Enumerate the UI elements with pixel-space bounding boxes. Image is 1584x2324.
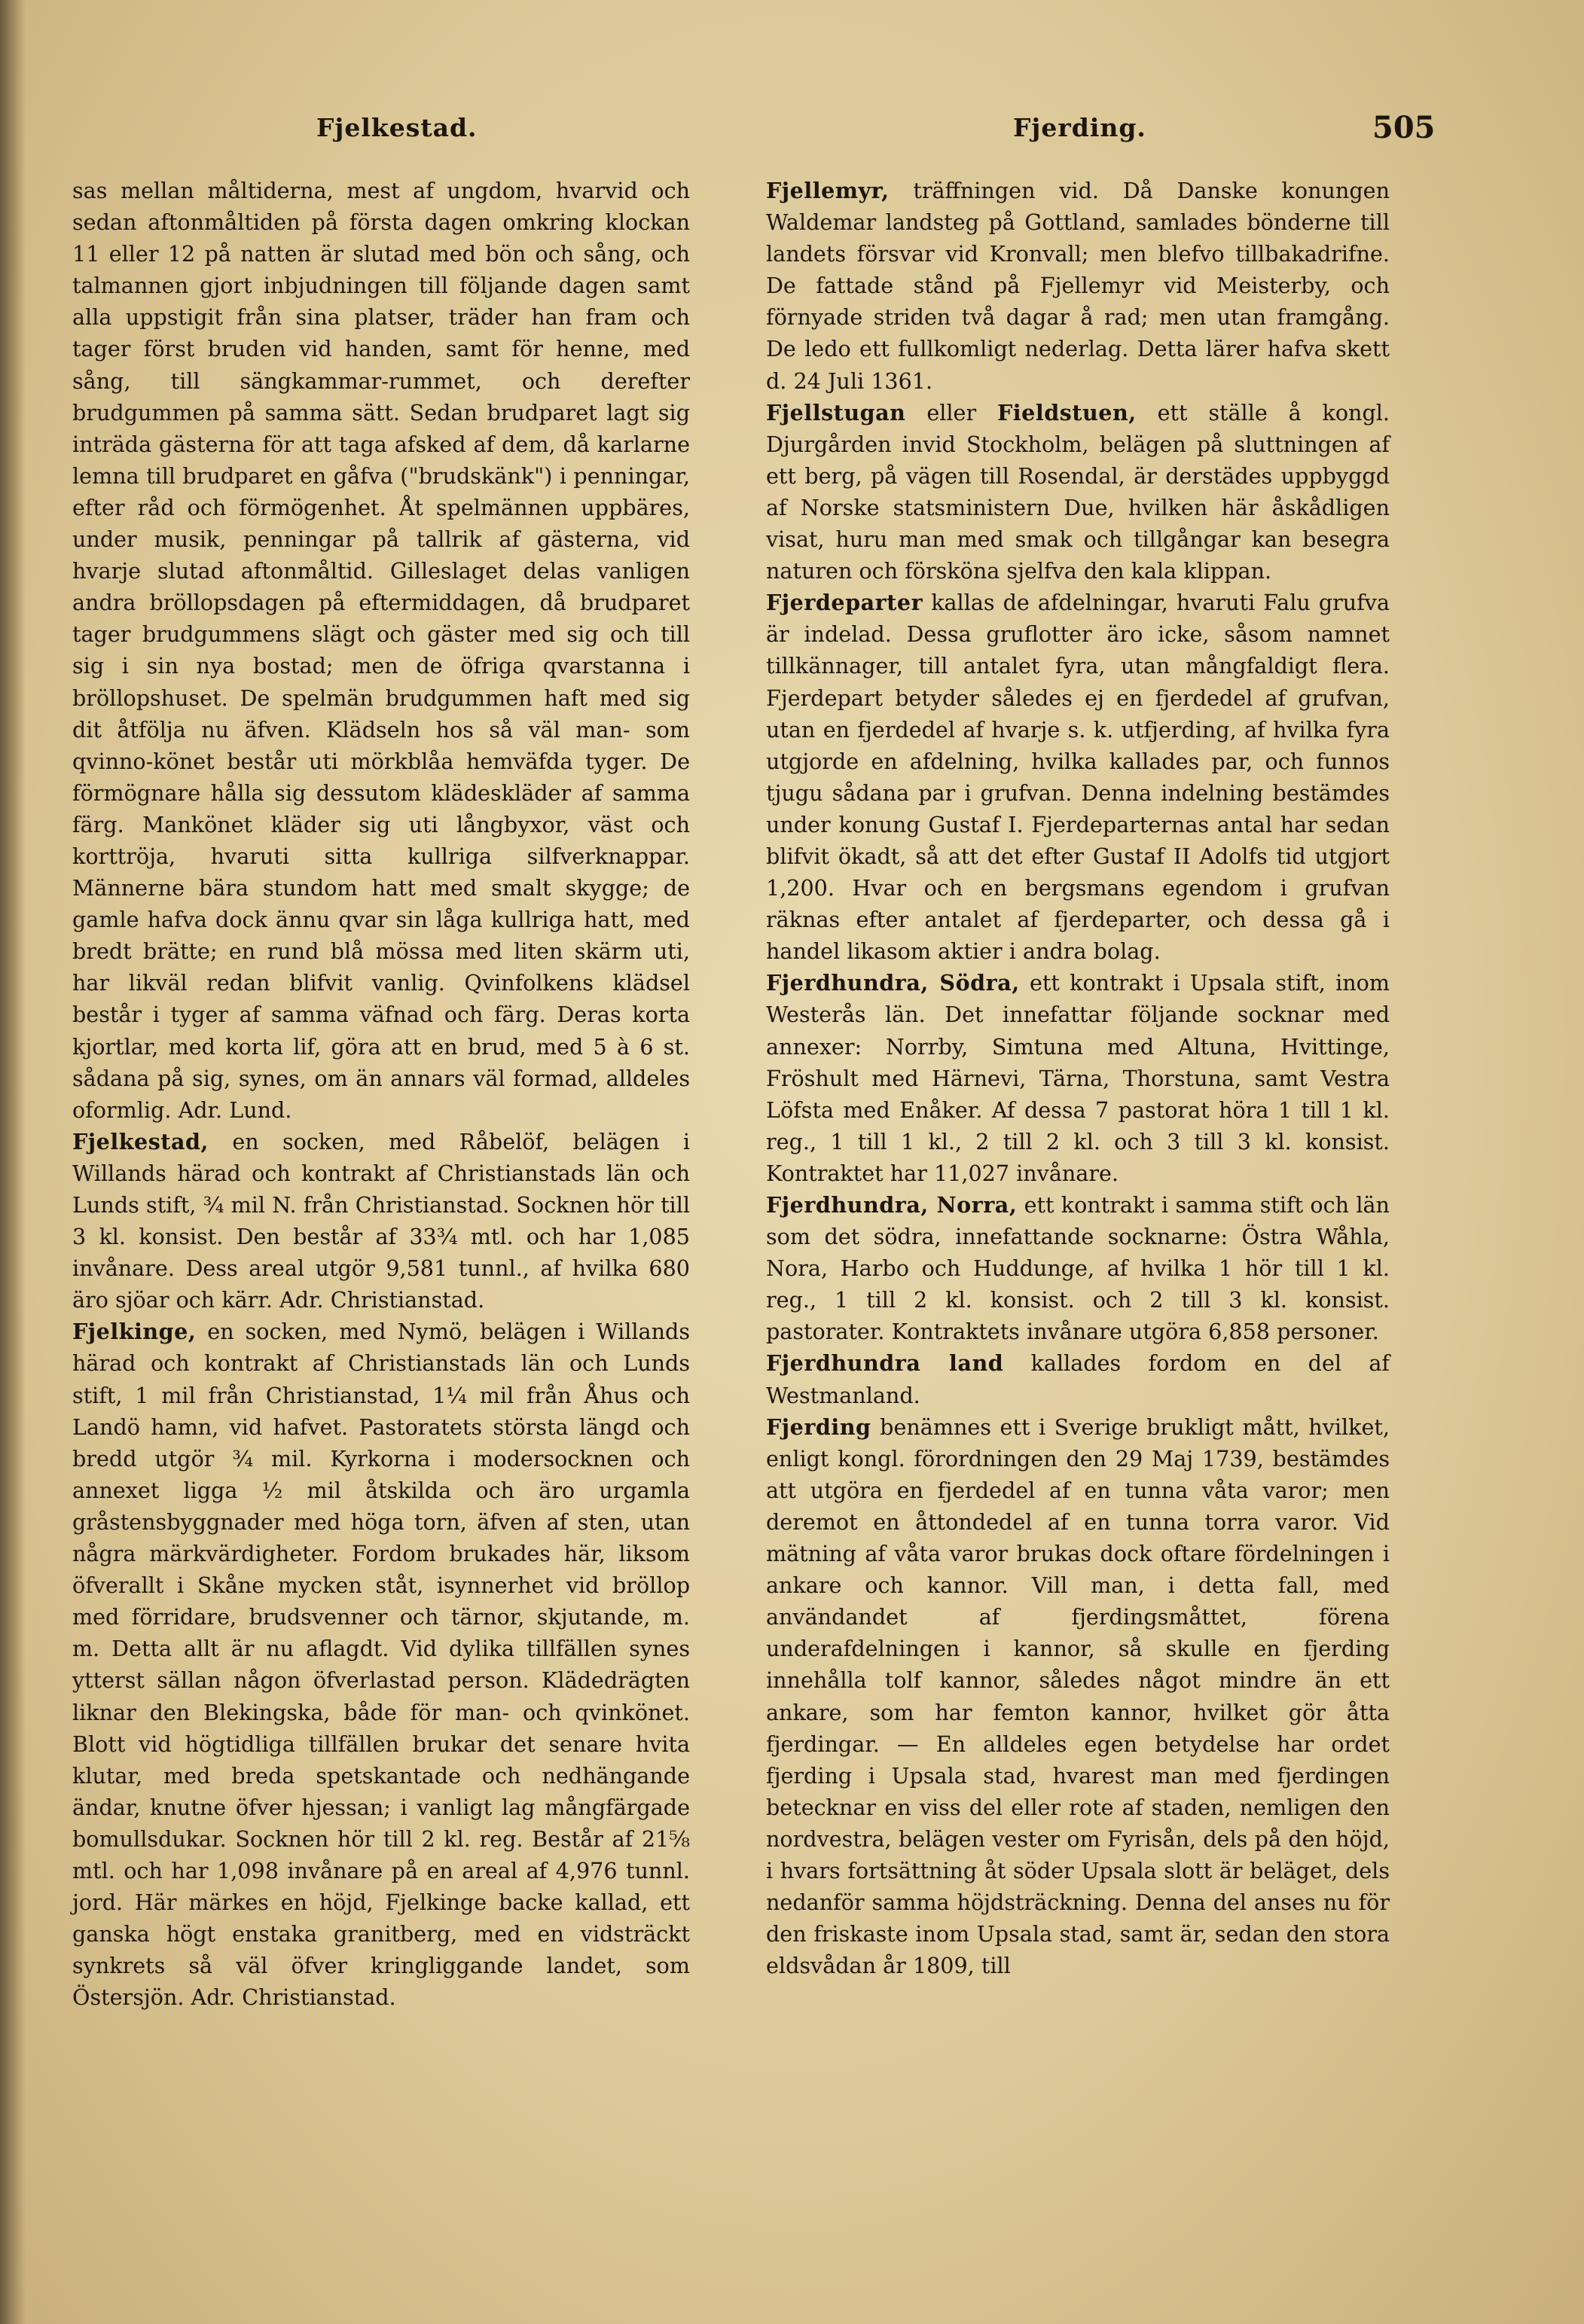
entry-fjerdeparter <box>766 587 1390 967</box>
entry-text: eller <box>905 399 997 425</box>
entry-fjellstugan <box>766 397 1390 587</box>
entry-text: sas mellan måltiderna, mest af ungdom, hvarvid och sedan aftonmåltiden på första dagen omkring klockan 11 eller 12 på natten är slutad med bön och sång, och talmannen gjort inbjudningen till följande dagen samt alla uppstigit från sina platser, träder han fram och tager först bruden vid handen, samt för henne, med sång, till sängkammar-rummet, och derefter brudgummen på samma sätt. Sedan brudparet lagt sig inträda gästerna för att taga afsked af dem, då karlarne lemna till brudparet en gåfva ("brudskänk") i penningar, efter råd och förmögenhet. Åt spelmännen uppbäres, under musik, penningar på tallrik af gästerna, vid hvarje slutad aftonmåltid. Gilleslaget delas vanligen andra bröllopsdagen på eftermiddagen, då brudparet tager brudgummens slägt och gäster med sig och till sig i sin nya bostad; men de öfriga qvarstanna i bröllopshuset. De spelmän brudgummen haft med sig dit åtfölja nu äfven. Klädseln hos så väl man- som qvinno-könet består uti mörkblåa hemväfda tyger. De förmögnare hålla sig dessutom klädeskläder af samma färg. Mankönet kläder sig uti långbyxor, väst och korttröja, hvaruti sitta kullriga silfverknappar. Männerne bära stundom hatt med smalt skygge; de gamle hafva dock ännu qvar sin låga kullriga hatt, med bredt brätte; en rund blå mössa med liten skärm uti, har likväl redan blifvit vanlig. Qvinfolkens klädsel består i tyger af samma väfnad och färg. Deras korta kjortlar, med korta lif, göra att en brud, med 5 à 6 st. sådana på sig, synes, om än annars väl formad, alldeles oformlig. Adr. Lund. <box>72 178 690 1123</box>
entry-continuation <box>72 175 690 1126</box>
entry-headword-alt: Fieldstuen, <box>996 399 1137 425</box>
entry-fjerdhundra-land <box>766 1347 1390 1411</box>
entry-fjerding <box>766 1411 1390 1982</box>
entry-fjerdhundra-norra <box>766 1189 1390 1347</box>
left-text-column <box>72 175 690 2013</box>
entry-text: en socken, med Råbelöf, belägen i Willands härad och kontrakt af Christianstads län och Lunds stift, ¾ mil N. från Christianstad. Socknen hör till 3 kl. konsist. Den består af 33¾ mtl. och har 1,085 invånare. Dess areal utgör 9,581 tunnl., af hvilka 680 äro sjöar och kärr. Adr. Christianstad. <box>72 1128 690 1313</box>
entry-text: benämnes ett i Sverige brukligt mått, hvilket, enligt kongl. förordningen den 29 Maj 1739, bestämdes att utgöra en fjerdedel af en tunna våta varor; men deremot en åttondedel af en tunna torra varor. Vid mätning af våta varor brukas dock oftare fördelningen i ankare och kannor. Vill man, i detta fall, med användandet af fjerdingsmåttet, förena underafdelningen i kannor, så skulle en fjerding innehålla tolf kannor, således något mindre än ett ankare, som har femton kannor, hvilket gör åtta fjerdingar. — En alldeles egen betydelse har ordet fjerding i Upsala stad, hvarest man med fjerdingen betecknar en viss del eller rote af staden, nemligen den nordvestra, belägen vester om Fyrisån, dels på den höjd, i hvars fortsättning åt söder Upsala slott är beläget, dels nedanför samma höjdsträckning. Denna del anses nu för den friskaste inom Upsala stad, samt är, sedan den stora eldsvådan år 1809, till <box>766 1414 1390 1979</box>
entry-text: en socken, med Nymö, belägen i Willands härad och kontrakt af Christianstads län och Lunds stift, 1 mil från Christianstad, 1¼ mil från Åhus och Landö hamn, vid hafvet. Pastoratets största längd och bredd utgör ¾ mil. Kyrkorna i modersocknen och annexet ligga ½ mil åtskilda och äro urgamla gråstensbyggnader med höga torn, äfven af sten, utan några märkvärdigheter. Fordom brukades här, liksom öfverallt i Skåne mycken ståt, isynnerhet vid bröllop med förridare, brudsvenner och tärnor, skjutande, m. m. Detta allt är nu aflagdt. Vid dylika tillfällen synes ytterst sällan någon öfverlastad person. Klädedrägten liknar den Blekingska, både för man- och qvinkönet. Blott vid högtidliga tillfällen brukar det senare hvita klutar, med breda spetskantade och nedhängande ändar, knutne öfver hjessan; i vanligt lag mångfärgade bomullsdukar. Socknen hör till 2 kl. reg. Består af 21⅝ mtl. och har 1,098 invånare på en areal af 4,976 tunnl. jord. Här märkes en höjd, Fjelkinge backe kallad, ett ganska högt enstaka granitberg, med en vidsträckt synkrets så väl öfver kringliggande landet, som Östersjön. Adr. Christianstad. <box>72 1319 690 2011</box>
entry-headword: Fjerdhundra, Norra, <box>766 1192 1018 1218</box>
entry-text: träffningen vid. Då Danske konungen Waldemar landsteg på Gottland, samlades bönderne till landets försvar vid Kronvall; men blefvo tillbakadrifne. De fattade stånd på Fjellemyr vid Meisterby, och förnyade striden två dagar å rad; men utan framgång. De ledo ett fullkomligt nederlag. Detta lärer hafva skett d. 24 Juli 1361. <box>766 178 1390 394</box>
entry-fjerdhundra-sodra <box>766 967 1390 1189</box>
entry-headword: Fjelkestad, <box>72 1128 209 1154</box>
entry-text: ett kontrakt i Upsala stift, inom Westerås län. Det innefattar följande socknar med annexer: Norrby, Simtuna med Altuna, Hvittinge, Fröshult med Härnevi, Tärna, Thorstuna, samt Vestra Löfsta med Enåker. Af dessa 7 pastorat höra 1 till 1 kl. reg., 1 till 1 kl., 2 till 2 kl. och 3 till 3 kl. konsist. Kontraktet har 11,027 invånare. <box>766 970 1390 1186</box>
book-binding-shadow <box>0 0 26 2324</box>
entry-fjellemyr <box>766 175 1390 397</box>
right-text-column <box>766 175 1390 1981</box>
entry-fjelkestad <box>72 1126 690 1316</box>
entry-headword: Fjelkinge, <box>72 1319 197 1345</box>
entry-text: kallades fordom en del af Westmanland. <box>766 1350 1390 1408</box>
entry-headword: Fjerding <box>766 1414 871 1440</box>
entry-fjelkinge <box>72 1316 690 2013</box>
page-number: 505 <box>1372 110 1436 145</box>
entry-text: kallas de afdelningar, hvaruti Falu grufva är indelad. Dessa gruflotter äro icke, såsom namnet tillkännager, till antalet fyra, utan mångfaldigt flera. Fjerdepart betyder således ej en fjerdedel af grufvan, utan en fjerdedel af hvarje s. k. utfjerding, af hvilka fyra utgjorde en afdelning, hvilka kallades par, och funnos tjugu sådana par i grufvan. Denna indelning bestämdes under konung Gustaf I. Fjerdeparternas antal har sedan blifvit ökadt, så att det efter Gustaf II Adolfs tid utgjort 1,200. Hvar och en bergsmans egendom i grufvan räknas efter antalet af fjerdeparter, och dessa gå i handel likasom aktier i andra bolag. <box>766 590 1390 965</box>
entry-headword: Fjerdeparter <box>766 590 923 616</box>
running-head-right: Fjerding. <box>1013 113 1146 142</box>
entry-headword: Fjellstugan <box>766 399 906 425</box>
entry-text: ett ställe å kongl. Djurgården invid Stockholm, belägen på sluttningen af ett berg, på vägen till Rosendal, är derstädes uppbyggd af Norske statsministern Due, hvilken här åskådligen visat, huru man med smak och tillgångar kan besegra naturen och försköna sjelfva den kala klippan. <box>766 399 1390 584</box>
entry-headword: Fjerdhundra land <box>766 1350 1004 1377</box>
entry-headword: Fjellemyr, <box>766 178 890 203</box>
entry-text: ett kontrakt i samma stift och län som det södra, innefattande socknarne: Östra Wåhla, Nora, Harbo och Huddunge, af hvilka 1 hör till 1 kl. reg., 1 till 2 kl. konsist. och 2 till 3 kl. konsist. pastorater. Kontraktets invånare utgöra 6,858 personer. <box>766 1192 1390 1345</box>
entry-headword: Fjerdhundra, Södra, <box>766 970 1020 996</box>
running-head-left: Fjelkestad. <box>316 113 478 142</box>
